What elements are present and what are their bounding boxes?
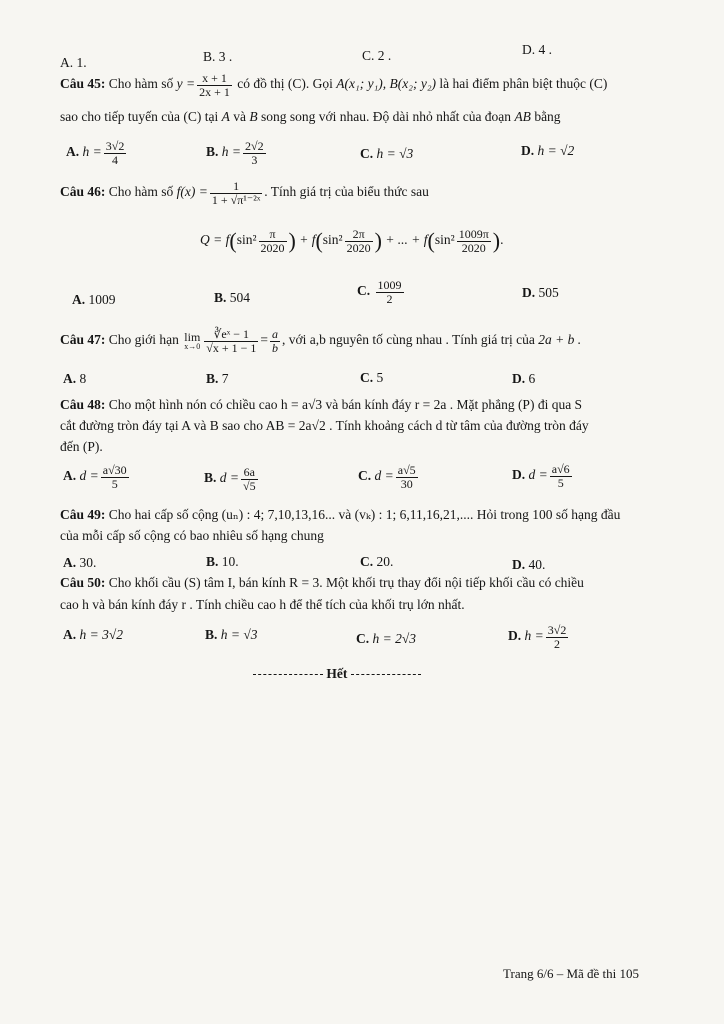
question-49-option-a[interactable]: A. 30.: [63, 555, 97, 570]
question-46-option-c[interactable]: C. $\frac{1009}{2}$: [357, 278, 402, 306]
question-47-label: Câu 47:: [60, 332, 106, 348]
question-45-option-a[interactable]: A. h = $\frac{3√2}{4}$: [66, 139, 125, 167]
question-45-line-1: [60, 72, 607, 98]
page-footer: Trang 6/6 – Mã đề thi 105: [503, 966, 640, 981]
question-45-option-c[interactable]: C. h = √3: [360, 146, 414, 161]
question-50-option-a[interactable]: A. h = 3√2: [63, 627, 124, 642]
question-48-option-c[interactable]: C. d = $\frac{a√5}{30}$: [358, 463, 416, 491]
end-dash-left: [253, 674, 323, 675]
question-50-label: Câu 50:: [60, 575, 106, 590]
prev-option-c: C. 2 .: [362, 48, 392, 63]
question-47-line-1: Câu 47: Cho giới hạn lim x→0 $\frac{\text{∛eˣ − 1}}{√x + 1 - 1}$ = $\frac{a}{b}$ , với a,b nguyên tố cùng nhau . Tính giá trị của 2a + b .: [60, 327, 582, 355]
question-48-line-2: cắt đường tròn đáy tại A và B sao cho AB = 2a√2 . Tính khoảng cách d từ tâm của đường tròn đáy: [60, 418, 589, 433]
question-49-line-2: của mỗi cấp số cộng có bao nhiêu số hạng chung: [60, 528, 324, 543]
question-50-option-c[interactable]: C. h = 2√3: [356, 631, 417, 646]
question-49-option-c[interactable]: C. 20.: [360, 554, 394, 569]
question-50-option-b[interactable]: B. h = √3: [205, 627, 258, 642]
question-45-option-d[interactable]: D. h = √2: [521, 143, 575, 158]
question-50-line-1: Câu 50: Cho khối cầu (S) tâm I, bán kính R = 3. Một khối trụ thay đổi nội tiếp khối cầu có chiều: [60, 575, 584, 590]
end-dash-right: [351, 674, 421, 675]
prev-option-d: D. 4 .: [522, 42, 552, 57]
question-45-text-c: là hai điểm phân biệt thuộc (C): [439, 76, 608, 92]
function-fraction: $\frac{1}{\text{1 + √π¹⁻²ˣ}}$: [211, 179, 261, 207]
question-47-option-d[interactable]: D. 6: [512, 371, 536, 386]
question-45-text-b: có đồ thị (C). Gọi: [237, 76, 333, 92]
question-45-line-2: sao cho tiếp tuyến của (C) tại A và B song song với nhau. Độ dài nhỏ nhất của đoạn AB bằng: [60, 109, 561, 124]
question-45-option-b[interactable]: B. h = $\frac{2√2}{3}$: [206, 139, 264, 167]
end-mark: [253, 666, 421, 682]
question-48-option-b[interactable]: B. d = $\frac{6a}{√5}$: [204, 465, 256, 493]
question-48-option-d[interactable]: D. d = $\frac{a√6}{5}$: [512, 462, 570, 490]
question-45-label: Câu 45:: [60, 76, 106, 92]
question-47-option-b[interactable]: B. 7: [206, 371, 229, 386]
question-49-line-1: Câu 49: Cho hai cấp số cộng (uₙ) : 4; 7,10,13,16... và (vₖ) : 1; 6,11,16,21,.... Hỏi trong 100 số hạng đầu: [60, 507, 621, 522]
question-47-option-c[interactable]: C. 5: [360, 370, 384, 385]
question-47-option-a[interactable]: A. 8: [63, 371, 87, 386]
function-fraction: $\frac{x + 1}{2x + 1}$: [199, 71, 230, 99]
question-46-option-a[interactable]: A. 1009: [72, 292, 116, 307]
question-49-option-d[interactable]: D. 40.: [512, 557, 546, 572]
question-46-label: Câu 46:: [60, 184, 106, 200]
question-48-option-a[interactable]: A. d = $\frac{a√30}{5}$: [63, 463, 127, 491]
question-49-label: Câu 49:: [60, 507, 106, 522]
question-46-line-1: Câu 46: Cho hàm số f(x) = $\frac{1}{\text{1 + √π¹⁻²ˣ}}$ . Tính giá trị của biểu thức sau: [60, 179, 429, 207]
question-46-option-b[interactable]: B. 504: [214, 290, 251, 305]
question-50-line-2: cao h và bán kính đáy r . Tính chiều cao h để thể tích của khối trụ lớn nhất.: [60, 597, 465, 612]
question-45-points: A(x₁; y₁), B(x₂; y₂): [336, 76, 437, 92]
question-48-line-1: Câu 48: Cho một hình nón có chiều cao h = a√3 và bán kính đáy r = 2a . Mặt phẳng (P) đi qua S: [60, 397, 583, 412]
question-50-option-d[interactable]: D. h = $\frac{3√2}{2}$: [508, 623, 567, 651]
question-46-expression: Q = f(sin² $\frac{\pi}{2020}$ ) + f(sin² $\frac{2\pi}{2020}$ ) + ... + f(sin² $\frac{1009\pi}{2020}$ ).: [200, 227, 504, 255]
prev-option-b: B. 3 .: [203, 49, 233, 64]
function-lhs: y =: [176, 76, 196, 92]
prev-option-a: A. 1.: [60, 55, 87, 70]
end-text: Hết: [326, 666, 348, 681]
question-45-text: Cho hàm số: [108, 76, 174, 92]
question-48-label: Câu 48:: [60, 397, 106, 412]
question-49-option-b[interactable]: B. 10.: [206, 554, 239, 569]
question-48-line-3: đến (P).: [60, 439, 103, 454]
question-46-option-d[interactable]: D. 505: [522, 285, 559, 300]
